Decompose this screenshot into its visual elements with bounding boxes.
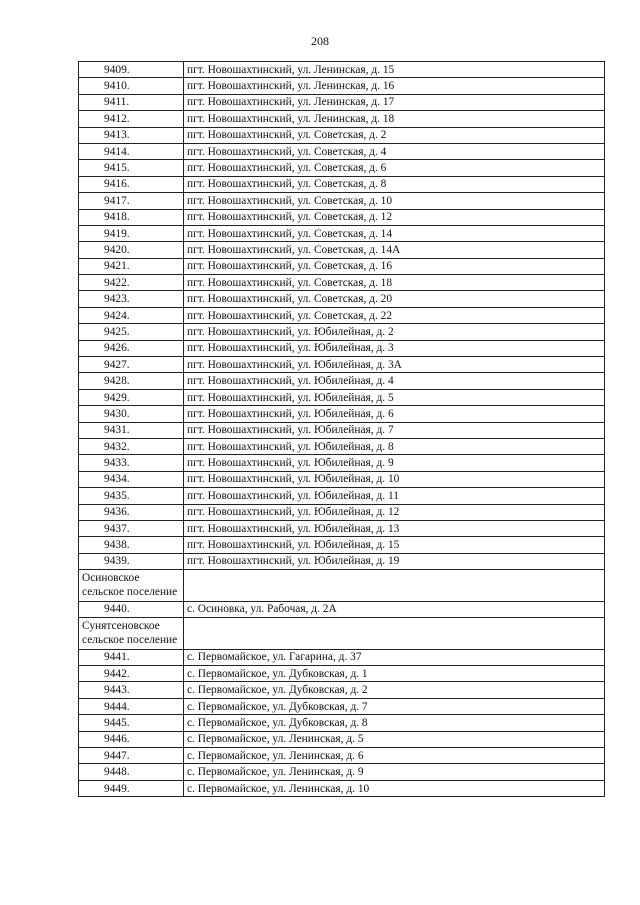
row-number: 9441. — [79, 649, 184, 665]
table-row — [79, 209, 605, 225]
row-number: 9420. — [79, 242, 184, 258]
row-number: 9439. — [79, 553, 184, 569]
row-address: пгт. Новошахтинский, ул. Юбилейная, д. 15 — [184, 537, 605, 553]
table-row — [79, 438, 605, 454]
row-number: 9419. — [79, 225, 184, 241]
table-body — [79, 62, 605, 797]
table-row — [79, 160, 605, 176]
row-address: с. Первомайское, ул. Гагарина, д. 37 — [184, 649, 605, 665]
section-title: Осиновское сельское поселение — [79, 570, 184, 602]
table-row — [79, 406, 605, 422]
row-number: 9410. — [79, 78, 184, 94]
table-row — [79, 242, 605, 258]
row-number: 9437. — [79, 520, 184, 536]
page-number: 208 — [311, 34, 329, 48]
row-address: с. Первомайское, ул. Дубковская, д. 7 — [184, 698, 605, 714]
table-row — [79, 324, 605, 340]
table-row — [79, 340, 605, 356]
row-address: пгт. Новошахтинский, ул. Юбилейная, д. 3 — [184, 340, 605, 356]
row-address: пгт. Новошахтинский, ул. Советская, д. 14 — [184, 225, 605, 241]
table-row — [79, 111, 605, 127]
row-address: пгт. Новошахтинский, ул. Советская, д. 20 — [184, 291, 605, 307]
table-row — [79, 666, 605, 682]
section-empty-cell — [184, 618, 605, 650]
row-number: 9428. — [79, 373, 184, 389]
table-row — [79, 748, 605, 764]
table-row — [79, 275, 605, 291]
row-address: с. Первомайское, ул. Ленинская, д. 9 — [184, 764, 605, 780]
row-number: 9446. — [79, 731, 184, 747]
table-row — [79, 373, 605, 389]
row-number: 9422. — [79, 275, 184, 291]
table-row — [79, 307, 605, 323]
row-address: пгт. Новошахтинский, ул. Советская, д. 14А — [184, 242, 605, 258]
row-address: пгт. Новошахтинский, ул. Юбилейная, д. 12 — [184, 504, 605, 520]
row-address: пгт. Новошахтинский, ул. Юбилейная, д. 9 — [184, 455, 605, 471]
row-address: с. Первомайское, ул. Дубковская, д. 1 — [184, 666, 605, 682]
table-row — [79, 731, 605, 747]
row-address: пгт. Новошахтинский, ул. Юбилейная, д. 2 — [184, 324, 605, 340]
row-address: пгт. Новошахтинский, ул. Юбилейная, д. 19 — [184, 553, 605, 569]
row-address: пгт. Новошахтинский, ул. Юбилейная, д. 11 — [184, 488, 605, 504]
row-number: 9448. — [79, 764, 184, 780]
table-row — [79, 62, 605, 78]
table-row — [79, 258, 605, 274]
row-number: 9443. — [79, 682, 184, 698]
table-row — [79, 553, 605, 569]
row-number: 9438. — [79, 537, 184, 553]
table-row — [79, 94, 605, 110]
row-address: пгт. Новошахтинский, ул. Советская, д. 12 — [184, 209, 605, 225]
table-row — [79, 471, 605, 487]
section-empty-cell — [184, 570, 605, 602]
table-row — [79, 520, 605, 536]
row-address: пгт. Новошахтинский, ул. Советская, д. 4 — [184, 143, 605, 159]
row-number: 9417. — [79, 193, 184, 209]
row-number: 9440. — [79, 601, 184, 617]
row-address: с. Первомайское, ул. Ленинская, д. 10 — [184, 780, 605, 796]
section-header-row — [79, 570, 605, 602]
table-row — [79, 488, 605, 504]
table-row — [79, 682, 605, 698]
table-row — [79, 601, 605, 617]
section-title: Сунятсеновское сельское поселение — [79, 618, 184, 650]
row-number: 9415. — [79, 160, 184, 176]
row-address: пгт. Новошахтинский, ул. Ленинская, д. 18 — [184, 111, 605, 127]
row-address: пгт. Новошахтинский, ул. Советская, д. 22 — [184, 307, 605, 323]
table-row — [79, 715, 605, 731]
row-number: 9445. — [79, 715, 184, 731]
table-row — [79, 455, 605, 471]
row-number: 9449. — [79, 780, 184, 796]
row-number: 9427. — [79, 357, 184, 373]
table-row — [79, 143, 605, 159]
row-address: пгт. Новошахтинский, ул. Юбилейная, д. 13 — [184, 520, 605, 536]
row-number: 9416. — [79, 176, 184, 192]
row-address: пгт. Новошахтинский, ул. Юбилейная, д. 8 — [184, 438, 605, 454]
address-registry-table — [78, 61, 605, 797]
row-address: пгт. Новошахтинский, ул. Юбилейная, д. 7 — [184, 422, 605, 438]
row-number: 9413. — [79, 127, 184, 143]
row-number: 9430. — [79, 406, 184, 422]
table-row — [79, 764, 605, 780]
row-number: 9425. — [79, 324, 184, 340]
table-row — [79, 504, 605, 520]
row-number: 9418. — [79, 209, 184, 225]
table-row — [79, 389, 605, 405]
row-number: 9432. — [79, 438, 184, 454]
row-number: 9421. — [79, 258, 184, 274]
row-address: пгт. Новошахтинский, ул. Юбилейная, д. 6 — [184, 406, 605, 422]
table-row — [79, 225, 605, 241]
row-address: пгт. Новошахтинский, ул. Ленинская, д. 17 — [184, 94, 605, 110]
table-row — [79, 649, 605, 665]
table-row — [79, 780, 605, 796]
row-number: 9409. — [79, 62, 184, 78]
row-number: 9414. — [79, 143, 184, 159]
row-address: пгт. Новошахтинский, ул. Советская, д. 6 — [184, 160, 605, 176]
row-address: с. Первомайское, ул. Ленинская, д. 6 — [184, 748, 605, 764]
row-number: 9433. — [79, 455, 184, 471]
row-number: 9447. — [79, 748, 184, 764]
row-address: пгт. Новошахтинский, ул. Советская, д. 16 — [184, 258, 605, 274]
row-number: 9423. — [79, 291, 184, 307]
row-address: пгт. Новошахтинский, ул. Советская, д. 18 — [184, 275, 605, 291]
row-address: пгт. Новошахтинский, ул. Ленинская, д. 16 — [184, 78, 605, 94]
row-address: с. Первомайское, ул. Дубковская, д. 8 — [184, 715, 605, 731]
table-row — [79, 357, 605, 373]
row-address: пгт. Новошахтинский, ул. Советская, д. 8 — [184, 176, 605, 192]
row-address: пгт. Новошахтинский, ул. Юбилейная, д. 10 — [184, 471, 605, 487]
row-address: с. Осиновка, ул. Рабочая, д. 2А — [184, 601, 605, 617]
row-number: 9424. — [79, 307, 184, 323]
table-row — [79, 78, 605, 94]
row-number: 9444. — [79, 698, 184, 714]
table-row — [79, 698, 605, 714]
row-number: 9426. — [79, 340, 184, 356]
row-number: 9429. — [79, 389, 184, 405]
row-address: пгт. Новошахтинский, ул. Советская, д. 2 — [184, 127, 605, 143]
table-row — [79, 176, 605, 192]
row-number: 9442. — [79, 666, 184, 682]
table-row — [79, 537, 605, 553]
row-number: 9436. — [79, 504, 184, 520]
row-address: пгт. Новошахтинский, ул. Юбилейная, д. 5 — [184, 389, 605, 405]
row-number: 9435. — [79, 488, 184, 504]
row-address: с. Первомайское, ул. Ленинская, д. 5 — [184, 731, 605, 747]
row-address: пгт. Новошахтинский, ул. Юбилейная, д. 4 — [184, 373, 605, 389]
row-number: 9434. — [79, 471, 184, 487]
row-address: с. Первомайское, ул. Дубковская, д. 2 — [184, 682, 605, 698]
row-address: пгт. Новошахтинский, ул. Советская, д. 10 — [184, 193, 605, 209]
table-row — [79, 193, 605, 209]
row-number: 9431. — [79, 422, 184, 438]
row-address: пгт. Новошахтинский, ул. Юбилейная, д. 3А — [184, 357, 605, 373]
table-row — [79, 291, 605, 307]
row-address: пгт. Новошахтинский, ул. Ленинская, д. 15 — [184, 62, 605, 78]
table-row — [79, 422, 605, 438]
row-number: 9412. — [79, 111, 184, 127]
section-header-row — [79, 618, 605, 650]
table-row — [79, 127, 605, 143]
row-number: 9411. — [79, 94, 184, 110]
